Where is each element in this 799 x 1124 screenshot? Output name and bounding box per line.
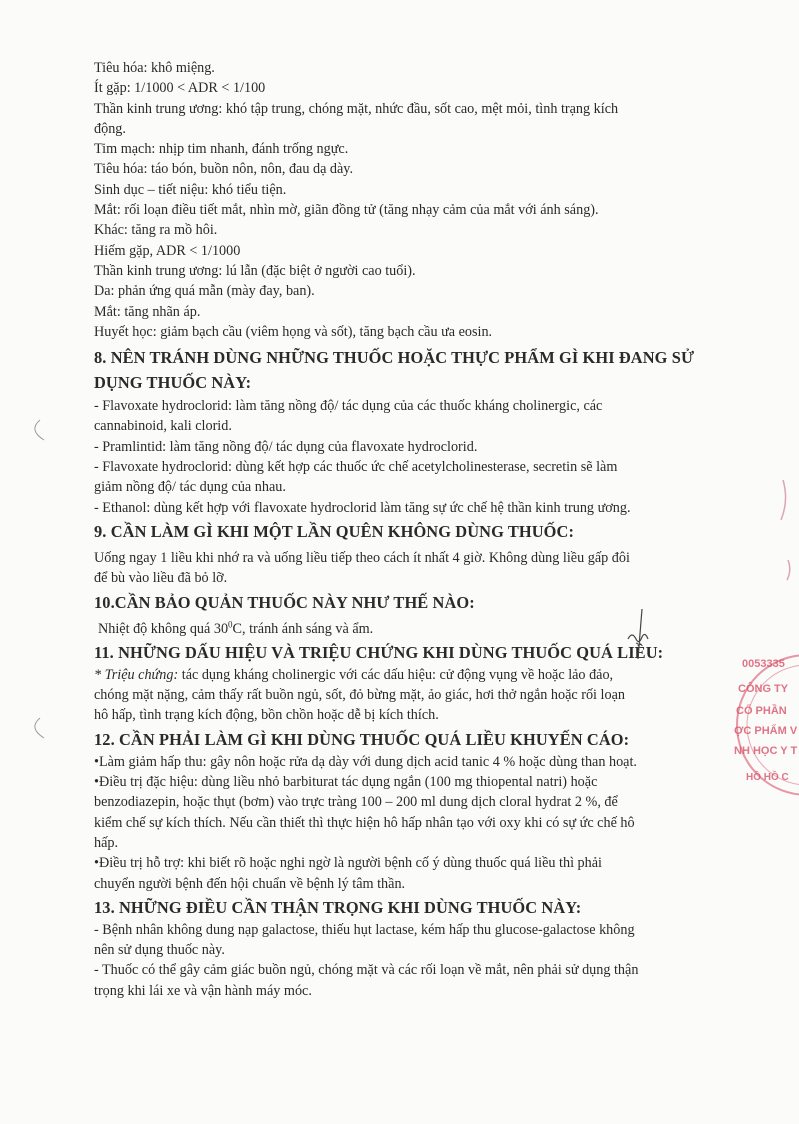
symptoms-label: * Triệu chứng: xyxy=(94,666,179,683)
degree-sup: 0 xyxy=(228,618,233,629)
section-9-heading: 9. CẦN LÀM GÌ KHI MỘT LẦN QUÊN KHÔNG DÙNG THUỐC: xyxy=(94,521,574,541)
side-effect-line-6: Tiêu hóa: táo bón, buồn nôn, nôn, đau dạ dày. xyxy=(94,161,354,178)
symptoms-line-1: chóng mặt nặng, cảm thấy rất buồn ngủ, sốt, đỏ bừng mặt, ảo giác, hơi thở ngắn hoặc rối loạn xyxy=(94,687,625,704)
signature-mark xyxy=(620,605,660,665)
stamp-line-3: CỔ PHẦN xyxy=(736,705,787,717)
interaction-line-6: - Ethanol: dùng kết hợp với flavoxate hydroclorid làm tăng sự ức chế hệ thần kinh trung ương. xyxy=(94,499,631,516)
storage-temperature: Nhiệt độ không quá 30 xyxy=(98,620,229,637)
side-effect-line-2: Ít gặp: 1/1000 < ADR < 1/100 xyxy=(94,80,266,97)
precaution-line-2: nên sử dụng thuốc này. xyxy=(94,942,225,959)
overdose-step-absorption: Làm giảm hấp thu: gây nôn hoặc rửa dạ dày với dung dịch acid tanic 4 % hoặc dùng than hoạt. xyxy=(98,753,637,770)
section-8-heading-line-2: DỤNG THUỐC NÀY: xyxy=(94,373,252,393)
document-body xyxy=(94,58,769,1001)
precaution-line-3: - Thuốc có thể gây cảm giác buồn ngủ, chóng mặt và các rối loạn về mắt, nên phải sử dụng thận xyxy=(94,962,639,979)
stamp-number: 0053335 xyxy=(742,658,785,670)
side-effect-line-8: Mắt: rối loạn điều tiết mắt, nhìn mờ, giãn đồng tử (tăng nhạy cảm của mắt với ánh sáng). xyxy=(94,202,599,219)
overdose-step-specific-line-3: kiểm chế sự kích thích. Nếu cần thiết thì thực hiện hô hấp nhân tạo với oxy khi có sự ức chế hô xyxy=(94,814,635,831)
side-effect-line-5: Tim mạch: nhịp tim nhanh, đánh trống ngực. xyxy=(94,141,349,158)
interaction-line-3: - Pramlintid: làm tăng nồng độ/ tác dụng của flavoxate hydroclorid. xyxy=(94,438,478,455)
interaction-line-2: cannabinoid, kali clorid. xyxy=(94,418,232,435)
section-12-body xyxy=(94,752,769,894)
overdose-step-supportive-line-2: chuyển người bệnh đến hội chuẩn về bệnh lý tâm thần. xyxy=(94,875,406,892)
precaution-line-4: trọng khi lái xe và vận hành máy móc. xyxy=(94,982,312,999)
side-effect-line-7: Sinh dục – tiết niệu: khó tiểu tiện. xyxy=(94,181,287,198)
side-effect-line-11: Thần kinh trung ương: lú lẫn (đặc biệt ở người cao tuổi). xyxy=(94,262,416,279)
side-effect-line-10: Hiếm gặp, ADR < 1/1000 xyxy=(94,242,241,259)
section-13-body xyxy=(94,920,769,1001)
company-stamp xyxy=(732,650,799,800)
symptoms-line-1: tác dụng kháng cholinergic với các dấu hiệu: cử động vụng về hoặc lảo đảo, xyxy=(178,666,614,683)
interaction-line-5: giảm nồng độ/ tác dụng của nhau. xyxy=(94,479,286,496)
overdose-step-specific-line-2: benzodiazepin, hoặc thụt (bơm) vào trực tràng 100 – 200 ml dung dịch cloral hydrat 2 %, để xyxy=(94,794,618,811)
interaction-line-1: - Flavoxate hydroclorid: làm tăng nồng độ/ tác dụng của các thuốc kháng cholinergic, các xyxy=(94,398,603,415)
stamp-line-6: HỒ HỒ C xyxy=(746,772,789,783)
stamp-line-5: NH HỌC Y T xyxy=(734,745,798,757)
section-12-heading: 12. CẦN PHẢI LÀM GÌ KHI DÙNG THUỐC QUÁ LIỀU KHUYẾN CÁO: xyxy=(94,729,630,749)
overdose-step-specific-bullet: • xyxy=(94,774,99,791)
section-13-heading: 13. NHỮNG ĐIỀU CẦN THẬN TRỌNG KHI DÙNG THUỐC NÀY: xyxy=(94,897,582,917)
precaution-line-1: - Bệnh nhân không dung nạp galactose, thiếu hụt lactase, kém hấp thu glucose-galactose không xyxy=(94,921,635,938)
section-8-heading xyxy=(94,345,769,395)
side-effect-line-12: Da: phản ứng quá mẫn (mày đay, ban). xyxy=(94,283,315,300)
side-effect-line-4: động. xyxy=(94,120,126,137)
overdose-step-supportive-line-1: •Điều trị hỗ trợ: khi biết rõ hoặc nghi ngờ là người bệnh cố ý dùng thuốc quá liều thì phải xyxy=(94,855,602,872)
side-effect-line-1: Tiêu hóa: khô miệng. xyxy=(94,60,215,76)
section-8-heading-line-1: 8. NÊN TRÁNH DÙNG NHỮNG THUỐC HOẶC THỰC PHẨM GÌ KHI ĐANG SỬ xyxy=(94,348,695,368)
stamp-line-2: CÔNG TY xyxy=(738,683,789,695)
section-9-body xyxy=(94,548,769,589)
overdose-step-specific-line-4: hấp. xyxy=(94,834,119,851)
storage-conditions: C, tránh ánh sáng và ẩm. xyxy=(232,620,374,637)
interaction-line-4: - Flavoxate hydroclorid: dùng kết hợp các thuốc ức chế acetylcholinesterase, secretin sẽ làm xyxy=(94,459,618,476)
missed-dose-line-1: Uống ngay 1 liều khi nhớ ra và uống liều tiếp theo cách ít nhất 4 giờ. Không dùng liều gấp đôi xyxy=(94,549,630,566)
bullet-1: • xyxy=(94,753,99,770)
overdose-step-specific-line-1: •Điều trị đặc hiệu: dùng liều nhỏ barbiturat tác dụng ngắn (100 mg thiopental natri) hoặc xyxy=(94,774,598,791)
section-11-body xyxy=(94,665,769,726)
section-10-heading: 10.CẦN BẢO QUẢN THUỐC NÀY NHƯ THẾ NÀO: xyxy=(94,592,475,612)
missed-dose-line-2: để bù vào liều đã bỏ lỡ. xyxy=(94,570,228,587)
symptoms-line-2: hô hấp, tình trạng kích động, bồn chồn hoặc dễ bị kích thích. xyxy=(94,707,439,724)
section-11-heading: 11. NHỮNG DẤU HIỆU VÀ TRIỆU CHỨNG KHI DÙNG THUỐC QUÁ LIỀU: xyxy=(94,642,664,662)
side-effect-line-14: Huyết học: giảm bạch cầu (viêm họng và sốt), tăng bạch cầu ưa eosin. xyxy=(94,323,493,340)
overdose-step-supportive-bullet: • xyxy=(94,855,99,872)
section-10-body xyxy=(94,619,769,639)
stamp-line-4: ỢC PHẨM V xyxy=(734,725,798,737)
side-effect-line-9: Khác: tăng ra mồ hôi. xyxy=(94,222,218,239)
section-8-body xyxy=(94,396,769,518)
side-effect-line-13: Mắt: tăng nhãn áp. xyxy=(94,303,201,320)
side-effects-list xyxy=(94,58,769,342)
side-effect-line-3: Thần kinh trung ương: khó tập trung, chóng mặt, nhức đầu, sốt cao, mệt mỏi, tình trạng kích xyxy=(94,100,619,117)
